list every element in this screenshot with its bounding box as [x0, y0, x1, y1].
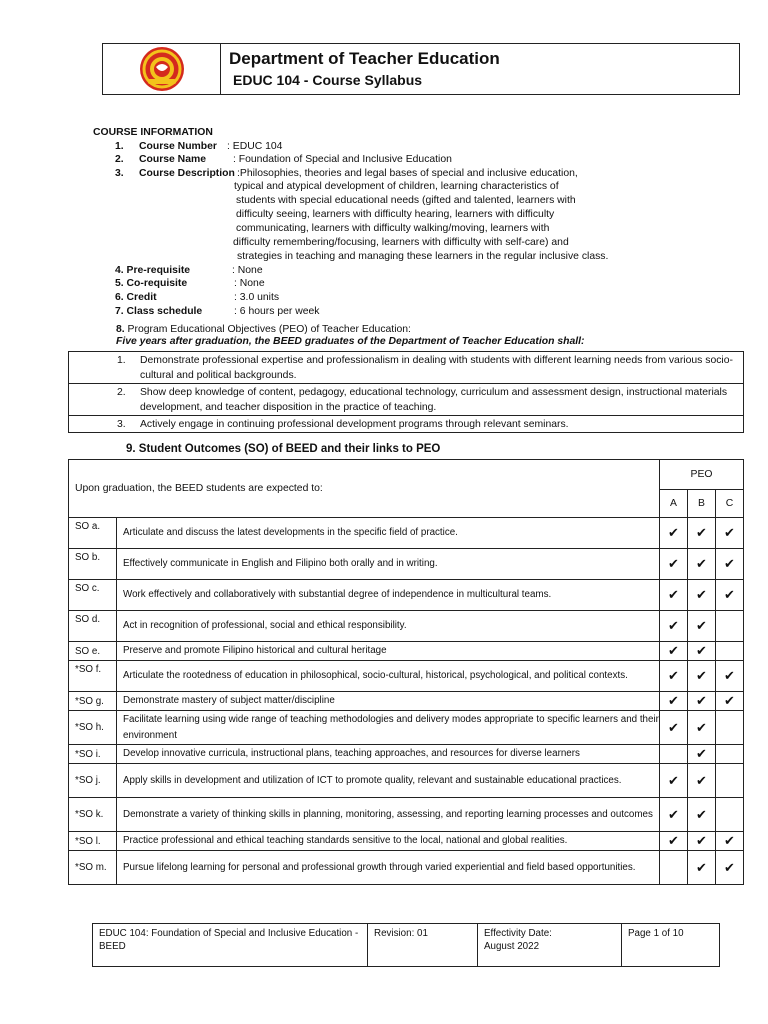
so-code: SO c. — [69, 580, 117, 611]
peo-item-number: 2. — [117, 387, 126, 398]
so-row — [69, 692, 744, 711]
peo-a-checkmark: ✔ — [660, 518, 688, 549]
so-header-row — [69, 460, 744, 490]
so-description: Preserve and promote Filipino historical and cultural heritage — [117, 642, 660, 661]
info-row-class-schedule — [93, 305, 320, 319]
so-description: Practice professional and ethical teaching standards sensitive to the local, national and global realities. — [117, 832, 660, 851]
department-title: Department of Teacher Education — [229, 49, 500, 68]
so-code: SO e. — [69, 642, 117, 661]
so-code: SO d. — [69, 611, 117, 642]
student-outcomes-table — [68, 459, 744, 885]
info-value: : 3.0 units — [234, 291, 280, 303]
peo-b-checkmark: ✔ — [688, 661, 716, 692]
peo-b-checkmark: ✔ — [688, 764, 716, 798]
so-row — [69, 711, 744, 745]
so-description: Act in recognition of professional, social and ethical responsibility. — [117, 611, 660, 642]
peo-a-checkmark: ✔ — [660, 832, 688, 851]
document-header — [102, 43, 740, 95]
peo-intro — [116, 323, 411, 337]
peo-col-a: A — [660, 490, 688, 518]
description-line: difficulty seeing, learners with difficulty hearing, learners with difficulty — [236, 209, 555, 221]
peo-a-checkmark: ✔ — [660, 661, 688, 692]
so-description: Work effectively and collaboratively with substantial degree of independence in multicultural teams. — [117, 580, 660, 611]
so-row — [69, 518, 744, 549]
so-row — [69, 851, 744, 885]
description-line: difficulty remembering/focusing, learners with difficulty with self-care) and — [233, 236, 569, 248]
description-line: strategies in teaching and managing these learners in the regular inclusive class. — [237, 250, 609, 262]
peo-c-checkmark — [716, 642, 744, 661]
so-row — [69, 661, 744, 692]
info-row-corequisite — [93, 277, 265, 291]
so-row — [69, 798, 744, 832]
so-description: Articulate the rootedness of education in philosophical, socio-cultural, historical, psychological, and political contexts. — [117, 661, 660, 692]
peo-b-checkmark: ✔ — [688, 798, 716, 832]
so-description: Apply skills in development and utilization of ICT to promote quality, relevant and sustainable educational practices. — [117, 764, 660, 798]
info-label: 5. Co-requisite — [115, 278, 188, 290]
so-description: Demonstrate mastery of subject matter/discipline — [117, 692, 660, 711]
so-code: *SO l. — [69, 832, 117, 851]
info-row-prerequisite — [93, 264, 263, 278]
so-description: Articulate and discuss the latest developments in the specific field of practice. — [117, 518, 660, 549]
course-info-heading: COURSE INFORMATION — [93, 127, 213, 138]
info-label: Course Number — [139, 140, 217, 152]
peo-item-number: 1. — [117, 355, 126, 366]
info-value: : EDUC 104 — [227, 140, 283, 152]
info-label: 4. Pre-requisite — [115, 264, 191, 276]
info-row-credit — [93, 291, 280, 305]
peo-item — [69, 416, 743, 432]
peo-c-checkmark: ✔ — [716, 692, 744, 711]
peo-a-checkmark — [660, 745, 688, 764]
so-description: Facilitate learning using wide range of teaching methodologies and delivery modes appropriate to specific learners and their environment — [117, 711, 660, 745]
peo-a-checkmark: ✔ — [660, 764, 688, 798]
so-row — [69, 764, 744, 798]
so-row — [69, 580, 744, 611]
footer-page-number: Page 1 of 10 — [622, 924, 720, 967]
peo-column-label: PEO — [660, 460, 744, 490]
course-information — [93, 126, 609, 318]
info-label: 6. Credit — [115, 291, 157, 303]
peo-item-number: 3. — [117, 419, 126, 430]
info-num: 1. — [115, 140, 124, 152]
peo-b-checkmark: ✔ — [688, 851, 716, 885]
peo-num: 8. — [116, 324, 125, 335]
peo-item-text: Demonstrate professional expertise and professionalism in dealing with students with different learning needs from various socio-cultural and political backgrounds. — [140, 355, 733, 381]
peo-b-checkmark: ✔ — [688, 580, 716, 611]
info-row-course-name — [93, 153, 452, 167]
peo-list — [68, 351, 744, 433]
peo-b-checkmark: ✔ — [688, 832, 716, 851]
peo-item-text: Show deep knowledge of content, pedagogy, educational technology, curriculum and assessment design, instructional materials development, and teacher disposition in the practice of teaching. — [140, 387, 728, 413]
info-label: 7. Class schedule — [115, 305, 203, 317]
info-value: : 6 hours per week — [234, 305, 320, 317]
peo-a-checkmark: ✔ — [660, 549, 688, 580]
peo-c-checkmark: ✔ — [716, 851, 744, 885]
so-code: *SO j. — [69, 764, 117, 798]
peo-b-checkmark: ✔ — [688, 692, 716, 711]
so-code: *SO h. — [69, 711, 117, 745]
peo-a-checkmark: ✔ — [660, 798, 688, 832]
footer-effectivity-label: Effectivity Date: — [484, 928, 552, 939]
info-row-course-description — [93, 167, 578, 181]
peo-a-checkmark: ✔ — [660, 611, 688, 642]
footer-effectivity-date: August 2022 — [484, 941, 540, 952]
peo-c-checkmark: ✔ — [716, 661, 744, 692]
so-description: Demonstrate a variety of thinking skills in planning, monitoring, assessing, and reporting learning processes and outcomes — [117, 798, 660, 832]
peo-a-checkmark: ✔ — [660, 580, 688, 611]
peo-a-checkmark: ✔ — [660, 711, 688, 745]
peo-item — [69, 352, 743, 384]
peo-c-checkmark: ✔ — [716, 832, 744, 851]
peo-c-checkmark — [716, 711, 744, 745]
peo-a-checkmark: ✔ — [660, 642, 688, 661]
page-footer — [92, 923, 720, 967]
peo-b-checkmark: ✔ — [688, 642, 716, 661]
peo-col-b: B — [688, 490, 716, 518]
info-value: : None — [232, 264, 263, 276]
so-intro: Upon graduation, the BEED students are expected to: — [69, 460, 660, 518]
info-label: Course Description — [139, 167, 235, 179]
footer-effectivity — [478, 924, 622, 967]
info-num: 3. — [115, 167, 124, 179]
peo-b-checkmark: ✔ — [688, 611, 716, 642]
peo-b-checkmark: ✔ — [688, 518, 716, 549]
so-row — [69, 549, 744, 580]
so-code: *SO m. — [69, 851, 117, 885]
info-value: : None — [234, 278, 265, 290]
so-code: *SO f. — [69, 661, 117, 692]
so-description: Pursue lifelong learning for personal and professional growth through varied experiential and field based opportunities. — [117, 851, 660, 885]
peo-b-checkmark: ✔ — [688, 549, 716, 580]
so-code: *SO k. — [69, 798, 117, 832]
peo-c-checkmark: ✔ — [716, 580, 744, 611]
peo-c-checkmark — [716, 611, 744, 642]
so-code: *SO i. — [69, 745, 117, 764]
peo-c-checkmark: ✔ — [716, 518, 744, 549]
description-line: students with special educational needs (gifted and talented, learners with — [236, 195, 576, 207]
so-description: Develop innovative curricula, instructional plans, teaching approaches, and resources for diverse learners — [117, 745, 660, 764]
so-row — [69, 832, 744, 851]
footer-course: EDUC 104: Foundation of Special and Inclusive Education - BEED — [93, 924, 368, 967]
so-row — [69, 745, 744, 764]
so-heading: 9. Student Outcomes (SO) of BEED and their links to PEO — [126, 443, 441, 455]
peo-c-checkmark: ✔ — [716, 549, 744, 580]
description-line: typical and atypical development of children, learning characteristics of — [234, 181, 559, 193]
peo-b-checkmark: ✔ — [688, 745, 716, 764]
peo-col-c: C — [716, 490, 744, 518]
so-row — [69, 611, 744, 642]
peo-c-checkmark — [716, 798, 744, 832]
info-value: : Foundation of Special and Inclusive Education — [233, 154, 452, 166]
peo-c-checkmark — [716, 745, 744, 764]
info-num: 2. — [115, 154, 124, 166]
peo-item-text: Actively engage in continuing professional development programs through relevant seminars. — [140, 419, 569, 430]
info-label: Course Name — [139, 154, 206, 166]
peo-a-checkmark — [660, 851, 688, 885]
so-code: SO b. — [69, 549, 117, 580]
logo-cell — [103, 44, 221, 94]
peo-lead: Five years after graduation, the BEED graduates of the Department of Teacher Education shall: — [116, 336, 585, 347]
so-row — [69, 642, 744, 661]
info-row-course-number — [93, 140, 283, 154]
course-syllabus-title: EDUC 104 - Course Syllabus — [233, 72, 423, 88]
title-cell — [221, 44, 739, 94]
so-description: Effectively communicate in English and Filipino both orally and in writing. — [117, 549, 660, 580]
so-code: SO a. — [69, 518, 117, 549]
peo-b-checkmark: ✔ — [688, 711, 716, 745]
school-seal-logo — [138, 46, 186, 92]
description-line: communicating, learners with difficulty walking/moving, learners with — [236, 223, 550, 235]
peo-item — [69, 384, 743, 416]
footer-revision: Revision: 01 — [368, 924, 478, 967]
peo-a-checkmark: ✔ — [660, 692, 688, 711]
peo-intro-text: Program Educational Objectives (PEO) of Teacher Education: — [124, 324, 411, 335]
info-value: :Philosophies, theories and legal bases of special and inclusive education, — [237, 167, 578, 179]
so-code: *SO g. — [69, 692, 117, 711]
peo-c-checkmark — [716, 764, 744, 798]
